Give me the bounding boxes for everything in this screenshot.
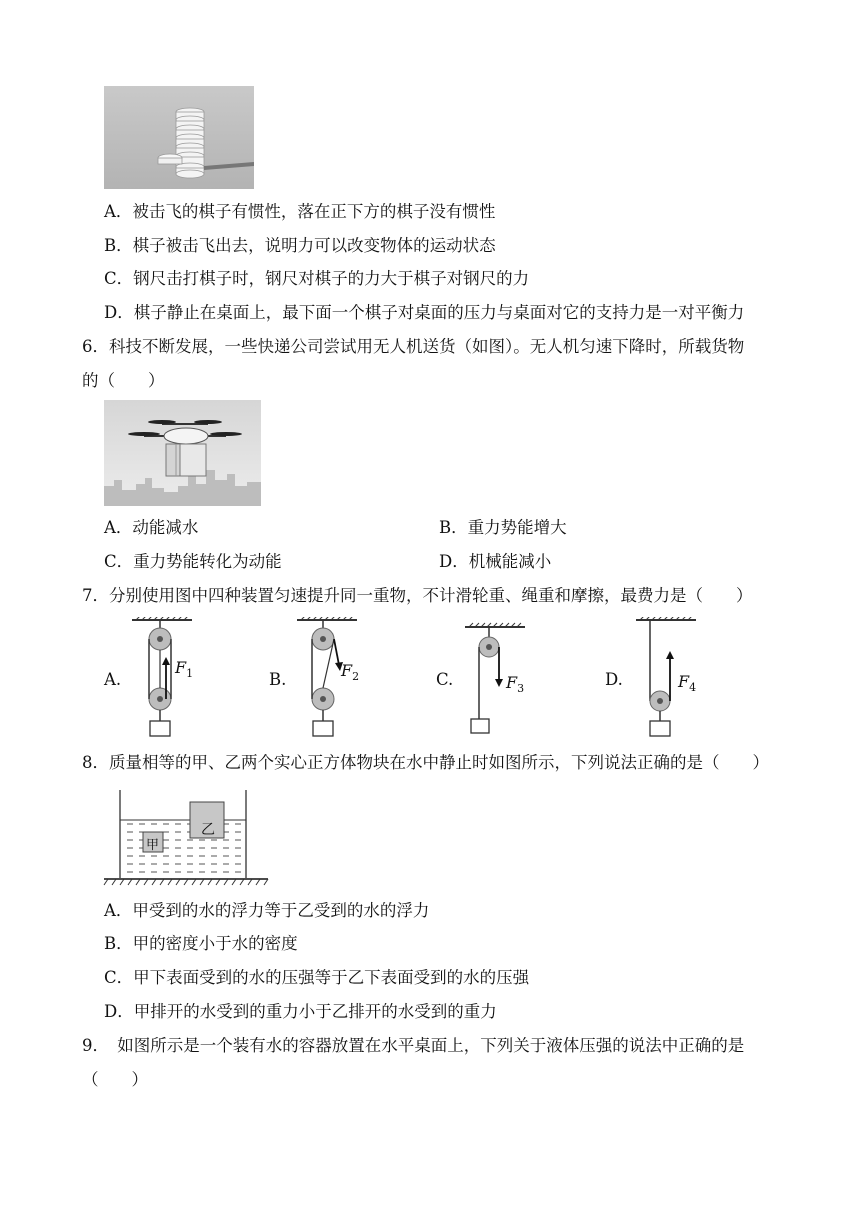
q8-option-b: B．甲的密度小于水的密度 [104,934,298,953]
q9-stem-line1: 9． 如图所示是一个装有水的容器放置在水平桌面上，下列关于液体压强的说法中正确的是 [82,1036,745,1055]
q6-stem-line2: 的（ ） [82,371,165,390]
force-letter-f4: F [678,672,690,691]
force-sub-f4: 4 [689,681,697,695]
checkers-photo [104,86,254,189]
water-container-diagram [102,788,270,886]
q6-option-c: C．重力势能转化为动能 [104,552,282,571]
q5-option-d: D．棋子静止在桌面上，最下面一个棋子对桌面的压力与桌面对它的支持力是一对平衡力 [104,303,745,322]
q9-stem-line2: （ ） [82,1070,148,1089]
q7-option-c-label: C. [436,670,454,689]
force-label-f1 [175,658,193,680]
q6-option-a: A．动能减水 [104,518,199,537]
q7-stem: 7．分别使用图中四种装置匀速提升同一重物，不计滑轮重、绳重和摩擦，最费力是（ ） [82,586,753,605]
force-label-f2 [341,661,359,683]
q7-option-b-label: B. [269,670,287,689]
force-sub-f2: 2 [352,670,360,684]
q6-option-d: D．机械能减小 [439,552,552,571]
q6-option-b: B．重力势能增大 [439,518,567,537]
force-letter-f1: F [175,658,187,677]
q8-option-d: D．甲排开的水受到的重力小于乙排开的水受到的重力 [104,1002,497,1021]
q5-option-b: B．棋子被击飞出去，说明力可以改变物体的运动状态 [104,236,496,255]
q7-option-a-label: A. [104,670,122,689]
block-yi-label: 乙 [201,822,215,838]
q6-stem-line1: 6．科技不断发展，一些快递公司尝试用无人机送货（如图）。无人机匀速下降时，所载货物 [82,337,745,356]
force-sub-f1: 1 [186,667,194,681]
q8-option-c: C．甲下表面受到的水的压强等于乙下表面受到的水的压强 [104,968,530,987]
force-letter-f2: F [341,661,353,680]
q5-option-a: A．被击飞的棋子有惯性，落在正下方的棋子没有惯性 [104,202,496,221]
block-jia-label: 甲 [146,838,160,853]
force-label-f3 [506,673,524,695]
force-label-f4 [678,672,696,694]
force-sub-f3: 3 [517,682,525,696]
force-letter-f3: F [506,673,518,692]
q5-option-c: C．钢尺击打棋子时，钢尺对棋子的力大于棋子对钢尺的力 [104,269,530,288]
q8-stem: 8．质量相等的甲、乙两个实心正方体物块在水中静止时如图所示，下列说法正确的是（ ） [82,753,769,772]
q7-option-d-label: D. [605,670,623,689]
drone-photo [104,400,261,506]
q8-option-a: A．甲受到的水的浮力等于乙受到的水的浮力 [104,901,430,920]
